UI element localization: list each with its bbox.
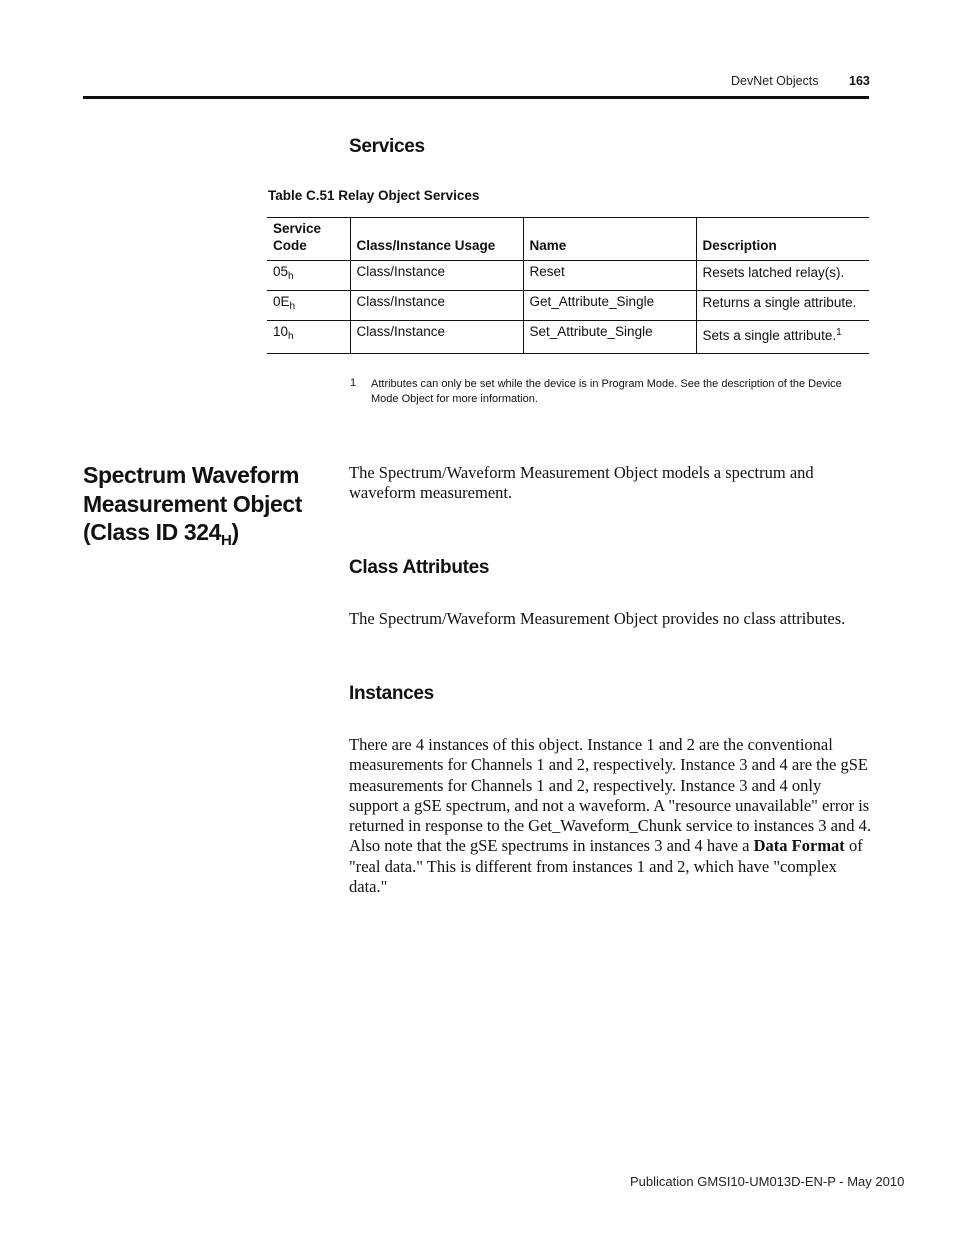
cell-service-code: $10_h$ bbox=[267, 321, 350, 354]
data-format-term: Data Format bbox=[753, 836, 845, 856]
intro-paragraph: The Spectrum/Waveform Measurement Object models a spectrum and waveform measurement. bbox=[349, 463, 814, 503]
publication-footer: Publication GMSI10-UM013D-EN-P - May 2010 bbox=[630, 1174, 905, 1189]
cell-description: Resets latched relay(s). bbox=[696, 261, 869, 291]
table-row bbox=[267, 261, 869, 291]
page-number: 163 bbox=[849, 74, 870, 88]
section-title: Spectrum Waveform Measurement Object (Class ID $324_H$) bbox=[83, 462, 303, 549]
table-row bbox=[267, 321, 869, 354]
cell-usage: Class/Instance bbox=[350, 291, 523, 321]
cell-name: Set_Attribute_Single bbox=[523, 321, 696, 354]
services-heading: Services bbox=[349, 136, 425, 157]
instances-paragraph: There are 4 instances of this object. Instance 1 and 2 are the conventional measurements for Channels 1 and 2, respectively. Instance 3 and 4 are the gSE measurements for Channels 1 and 2, respectively. Instance 3 and 4 only support a gSE spectrum, and not a waveform. A "resource unavailable" error is returned in response to the Get_Waveform_Chunk service to instances 3 and 4. Also note that the gSE spectrums in instances 3 and 4 have a Data Format of "real data." This is different from instances 1 and 2, which have "complex data." bbox=[349, 735, 871, 897]
class-attributes-heading: Class Attributes bbox=[349, 557, 490, 578]
class-attributes-paragraph: The Spectrum/Waveform Measurement Object provides no class attributes. bbox=[349, 609, 846, 628]
cell-service-code: $05_h$ bbox=[267, 261, 350, 291]
footnote-text: Attributes can only be set while the device is in Program Mode. See the description of the Device Mode Object for more information. bbox=[371, 378, 842, 405]
instances-heading: Instances bbox=[349, 683, 434, 704]
running-header-section: DevNet Objects bbox=[731, 74, 819, 88]
column-header-service-code: Service Code bbox=[267, 218, 350, 261]
services-table bbox=[267, 217, 869, 354]
column-header-name: Name bbox=[523, 218, 696, 261]
table-row bbox=[267, 291, 869, 321]
table-caption: Table C.51 Relay Object Services bbox=[268, 188, 480, 203]
header-rule bbox=[83, 96, 869, 99]
cell-name: Get_Attribute_Single bbox=[523, 291, 696, 321]
cell-usage: Class/Instance bbox=[350, 261, 523, 291]
cell-service-code: $0E_h$ bbox=[267, 291, 350, 321]
column-header-usage: Class/Instance Usage bbox=[350, 218, 523, 261]
table-header-row bbox=[267, 218, 869, 261]
cell-description: Sets a single attribute.$^1$ bbox=[696, 321, 869, 354]
column-header-description: Description bbox=[696, 218, 869, 261]
cell-usage: Class/Instance bbox=[350, 321, 523, 354]
footnote-number: 1 bbox=[350, 377, 357, 389]
cell-description: Returns a single attribute. bbox=[696, 291, 869, 321]
cell-name: Reset bbox=[523, 261, 696, 291]
